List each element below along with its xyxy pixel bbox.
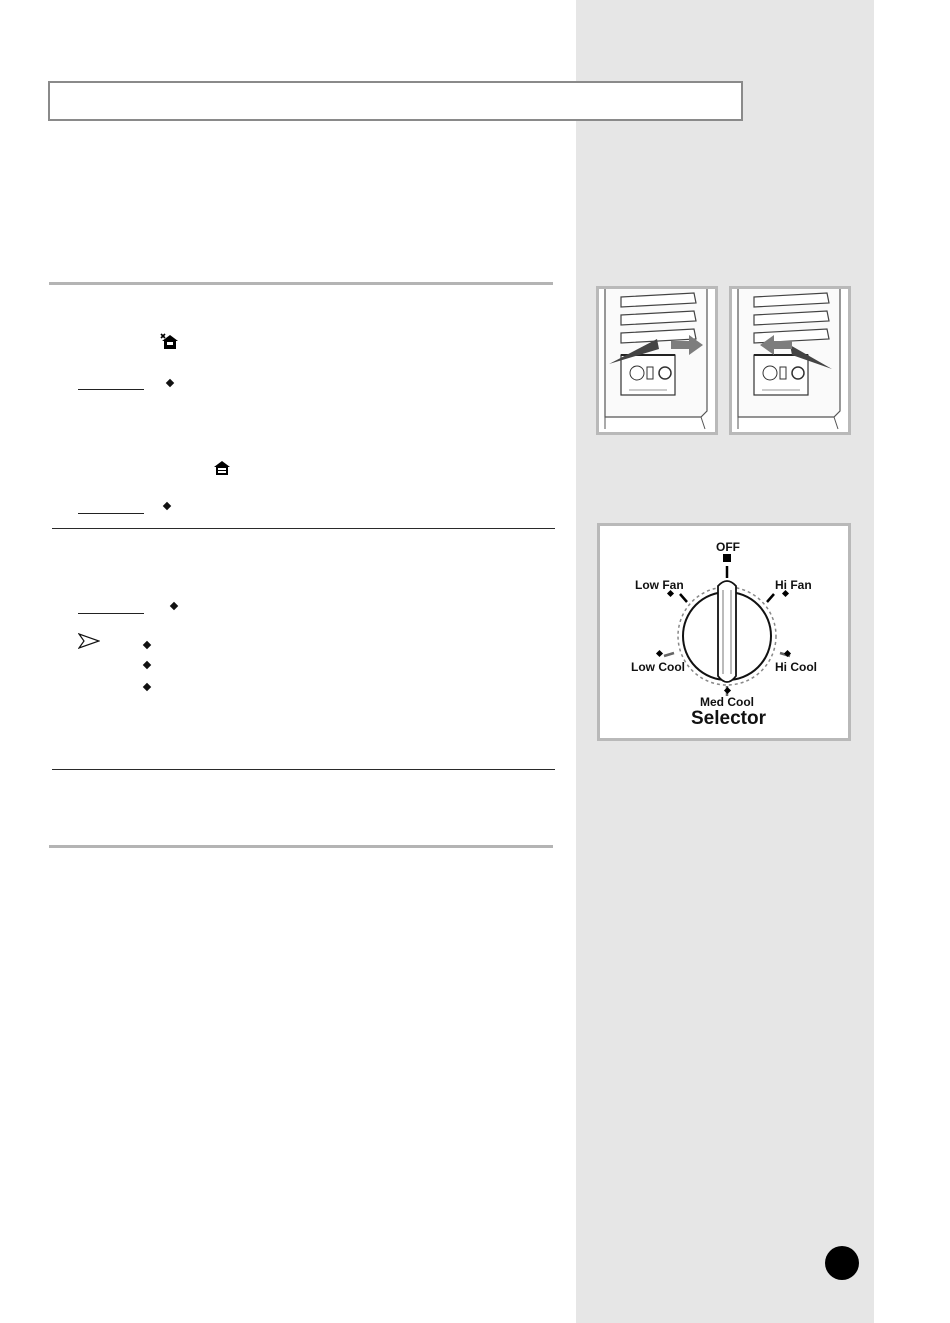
underline-mark xyxy=(78,513,144,514)
diamond-bullet-icon xyxy=(143,661,151,669)
page-number-badge xyxy=(825,1246,859,1280)
dial-label-off: OFF xyxy=(716,540,740,554)
diamond-bullet-icon xyxy=(163,502,171,510)
section-divider xyxy=(52,528,555,529)
vent-lever-closed-figure xyxy=(729,286,851,435)
diamond-bullet-icon xyxy=(170,602,178,610)
diamond-bullet-icon xyxy=(143,683,151,691)
section-divider xyxy=(49,845,553,848)
note-arrow-icon xyxy=(78,632,100,650)
house-vent-closed-icon xyxy=(213,460,231,476)
diamond-bullet-icon xyxy=(143,641,151,649)
underline-mark xyxy=(78,613,144,614)
section-divider xyxy=(52,769,555,770)
section-divider xyxy=(49,282,553,285)
dial-label-hi-cool: Hi Cool xyxy=(775,660,817,674)
vent-lever-open-figure xyxy=(596,286,718,435)
dial-label-low-fan: Low Fan xyxy=(635,578,684,592)
dial-label-low-cool: Low Cool xyxy=(631,660,685,674)
dial-label-med-cool: Med Cool xyxy=(700,695,754,709)
section-title-box xyxy=(48,81,743,121)
dial-title: Selector xyxy=(691,708,766,729)
diamond-bullet-icon xyxy=(166,379,174,387)
underline-mark xyxy=(78,389,144,390)
house-vent-open-icon xyxy=(160,333,180,350)
dial-label-hi-fan: Hi Fan xyxy=(775,578,812,592)
selector-dial-figure xyxy=(597,523,851,741)
